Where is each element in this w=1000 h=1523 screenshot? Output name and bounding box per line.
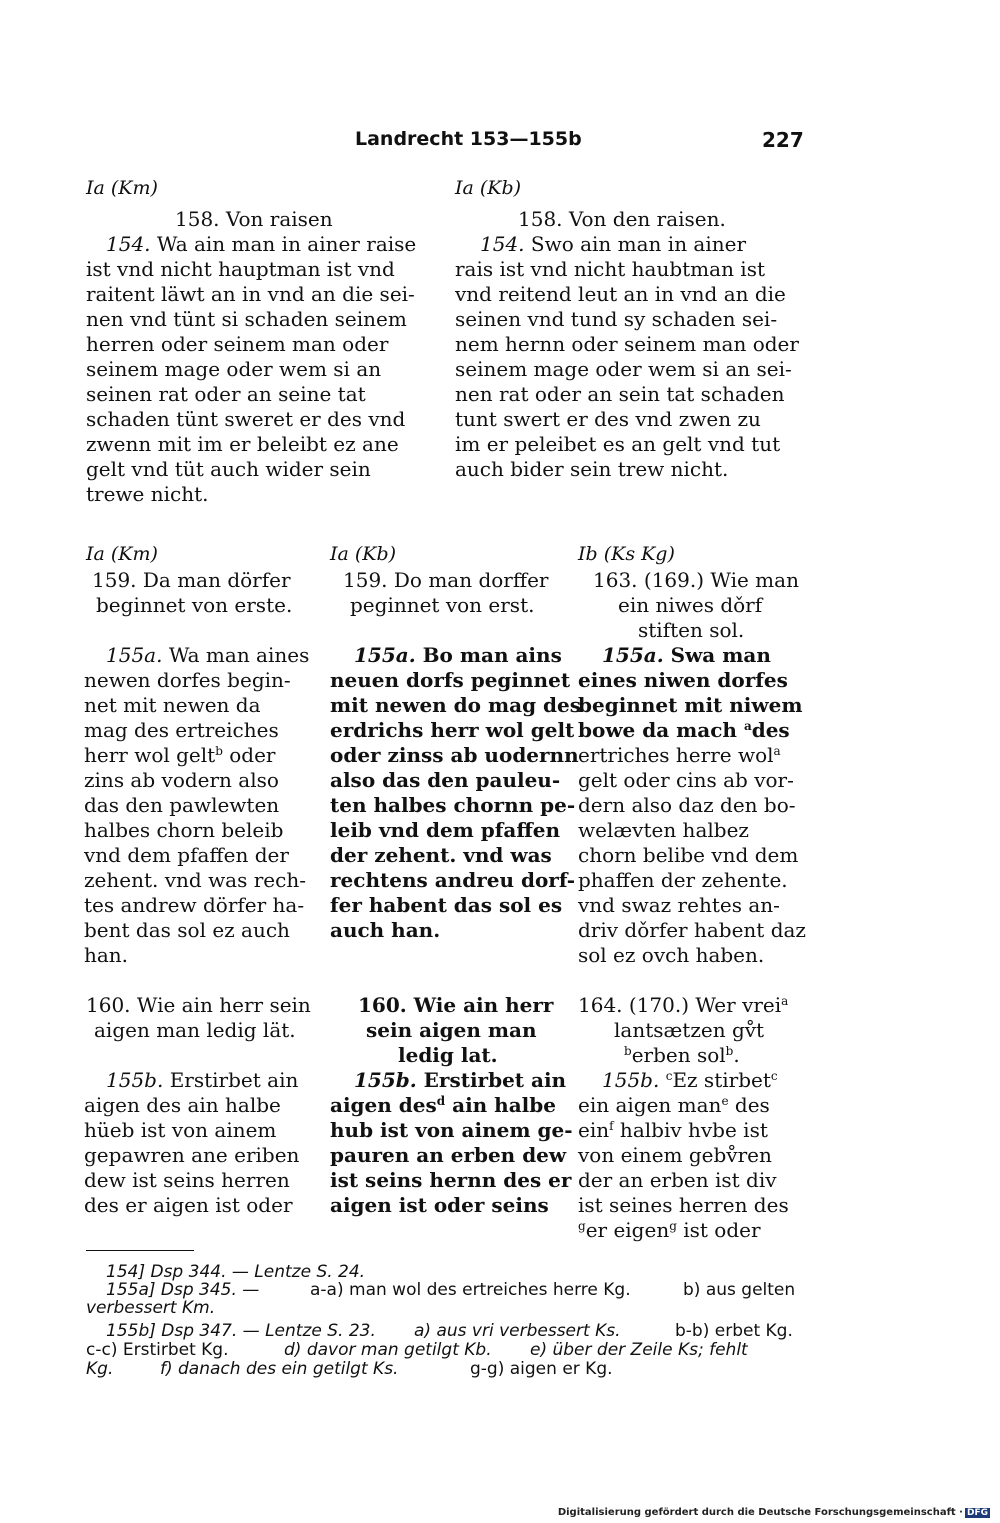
footnote: verbessert Km. [86,1298,216,1318]
article-number: 155a. [602,643,664,667]
text-span: herr wol gelt [84,743,216,767]
paragraph-line: seinem mage oder wem si an [86,357,382,381]
paragraph-line: auch bider sein trew nicht. [455,457,729,481]
paragraph-line: beginnet mit niwem [578,693,803,717]
text-span: 155a] Dsp 345. — [106,1280,260,1300]
text-span: Wa ain man in ainer raise [150,232,417,256]
digitization-credit [558,1507,990,1518]
paragraph-line: ist seines herren des [578,1193,789,1217]
siglum: Ia (Km) [86,177,158,199]
section-title [578,993,788,1018]
paragraph-line: nen rat oder an sein tat schaden [455,382,785,406]
section-title: ein niwes dǒrf [618,593,763,617]
footnote: 154] Dsp 344. — Lentze S. 24. [106,1262,366,1282]
footnote-marker: e [721,1094,729,1108]
paragraph-line: dern also daz den bo- [578,793,796,817]
footnote-marker: b [725,1044,734,1058]
paragraph-line: rais ist vnd nicht haubtman ist [455,257,765,281]
text-span: Swo ain man in ainer [524,232,747,256]
paragraph-line: erdrichs herr wol gelt [330,718,575,742]
paragraph-line: ist vnd nicht hauptman ist vnd [86,257,395,281]
credit-text: Digitalisierung gefördert durch die Deutsche Forschungsgemeinschaft · [557,1507,963,1518]
paragraph-line: raitent läwt an in vnd an die sei- [86,282,415,306]
paragraph-line: zins ab vodern also [84,768,279,792]
paragraph-line: schaden tünt sweret er des vnd [86,407,406,431]
footnote: g-g) aigen er Kg. [470,1359,613,1379]
paragraph-line: bent das sol ez auch [84,918,290,942]
paragraph-line: rechtens andreu dorf- [330,868,576,892]
paragraph-line: oder zinss ab uodernn [330,743,579,767]
text-span: . [733,1043,740,1067]
siglum: Ib (Ks Kg) [578,543,675,565]
paragraph-line: aigen des ain halbe [84,1093,281,1117]
paragraph-line [578,1218,761,1243]
paragraph-line: driv dǒrfer habent daz [578,918,806,942]
paragraph-line: mag des ertreiches [84,718,279,742]
paragraph-line: seinem mage oder wem si an sei- [455,357,792,381]
paragraph-line [354,1068,566,1093]
footnote: 155b] Dsp 347. — Lentze S. 23. [106,1321,376,1341]
footnote-marker: a [743,719,752,733]
text-span: ain halbe [445,1093,556,1117]
paragraph-line: des er aigen ist oder [84,1193,293,1217]
paragraph-line: vnd swaz rehtes an- [578,893,780,917]
footnote: c-c) Erstirbet Kg. [86,1340,229,1360]
paragraph-line: ist seins hernn des er [330,1168,572,1192]
text-span: Erstirbet ain [163,1068,299,1092]
paragraph-line [578,718,790,743]
text-span: Bo man ains [415,643,562,667]
text-span: Erstirbet ain [416,1068,567,1092]
paragraph-line: im er peleibet es an gelt vnd tut [455,432,781,456]
paragraph-line: der an erben ist div [578,1168,777,1192]
article-number: 155b. [602,1068,660,1092]
text-span: ist oder [676,1218,761,1242]
section-title: 160. Wie ain herr [358,993,554,1017]
paragraph-line: mit newen do mag des [330,693,581,717]
footnote: f) danach des ein getilgt Ks. [160,1359,399,1379]
paragraph-line [602,1068,778,1093]
footnote-marker: b [624,1044,632,1058]
paragraph-line: sol ez ovch haben. [578,943,765,967]
section-title: sein aigen man [366,1018,537,1042]
paragraph-line [354,643,562,668]
paragraph-line: gepawren ane eriben [84,1143,300,1167]
text-span: oder [222,743,276,767]
footnote-rule [86,1250,194,1251]
paragraph-line: seinen vnd tund sy schaden sei- [455,307,778,331]
paragraph-line: neuen dorfs peginnet [330,668,571,692]
paragraph-line: pauren an erben dew [330,1143,567,1167]
paragraph-line: fer habent das sol es [330,893,563,917]
paragraph-line [578,743,781,768]
paragraph-line [480,232,746,257]
text-span: halbiv hvbe ist [613,1118,768,1142]
paragraph-line: gelt vnd tüt auch wider sein [86,457,371,481]
footnote-marker: g [578,1219,586,1233]
paragraph-line: hüeb ist von ainem [84,1118,277,1142]
paragraph-line: chorn belibe vnd dem [578,843,799,867]
footnote-marker: g [669,1219,677,1233]
section-title: lantsætzen gv̊t [614,1018,765,1042]
paragraph-line: dew ist seins herren [84,1168,290,1192]
section-title: 158. Von raisen [175,207,333,231]
section-title: stiften sol. [638,618,745,642]
text-span: ein [578,1118,610,1142]
paragraph-line: herren oder seinem man oder [86,332,389,356]
siglum: Ia (Kb) [330,543,397,565]
text-span: Wa man aines [162,643,310,667]
article-number: 155a. [106,643,163,667]
paragraph-line [106,232,416,257]
paragraph-line: vnd reitend leut an in vnd an die [455,282,786,306]
paragraph-line [602,643,771,668]
text-span: ein aigen man [578,1093,722,1117]
paragraph-line: hub ist von ainem ge- [330,1118,573,1142]
paragraph-line: also das den pauleu- [330,768,561,792]
footnote: b-b) erbet Kg. [675,1321,793,1341]
section-title: peginnet von erst. [350,593,535,617]
paragraph-line: leib vnd dem pfaffen [330,818,561,842]
paragraph-line: das den pawlewten [84,793,280,817]
section-title [624,1043,740,1068]
paragraph-line: seinen rat oder an seine tat [86,382,366,406]
running-title: Landrecht 153—155b [355,128,582,150]
section-title: 160. Wie ain herr sein [86,993,311,1017]
paragraph-line [106,1068,298,1093]
footnote: e) über der Zeile Ks; fehlt [530,1340,748,1360]
footnote-marker: c [770,1069,778,1083]
paragraph-line: nen vnd tünt si schaden seinem [86,307,407,331]
text-span: Ez stirbet [672,1068,771,1092]
article-number: 154. [106,232,151,256]
footnote: b) aus gelten [683,1280,796,1300]
paragraph-line [106,643,309,668]
footnote: d) davor man getilgt Kb. [284,1340,492,1360]
paragraph-line: halbes chorn beleib [84,818,284,842]
paragraph-line: zehent. vnd was rech- [84,868,306,892]
section-title: 159. Do man dorffer [343,568,549,592]
text-span: aigen des [330,1093,437,1117]
section-title: aigen man ledig lät. [94,1018,296,1042]
paragraph-line: newen dorfes begin- [84,668,291,692]
section-title: 159. Da man dörfer [92,568,291,592]
paragraph-line [330,1093,556,1118]
paragraph-line: auch han. [330,918,441,942]
footnote: a) aus vri verbessert Ks. [414,1321,621,1341]
footnote-marker: a [773,744,781,758]
siglum: Ia (Km) [86,543,158,565]
paragraph-line: tunt swert er des vnd zwen zu [455,407,761,431]
footnote: a-a) man wol des ertreiches herre Kg. [310,1280,631,1300]
text-span: erben sol [631,1043,726,1067]
paragraph-line: zwenn mit im er beleibt ez ane [86,432,399,456]
paragraph-line: net mit newen da [84,693,261,717]
paragraph-line: eines niwen dorfes [578,668,788,692]
footnote-marker: d [436,1094,446,1108]
paragraph-line: tes andrew dörfer ha- [84,893,305,917]
text-span: Swa man [663,643,771,667]
text-span: 164. (170.) Wer vrei [578,993,782,1017]
section-title: ledig lat. [398,1043,498,1067]
paragraph-line: han. [84,943,129,967]
paragraph-line: gelt oder cins ab vor- [578,768,794,792]
article-number: 154. [480,232,525,256]
text-span: des [728,1093,770,1117]
footnote-marker: b [215,744,223,758]
article-number: 155b. [106,1068,164,1092]
dfg-logo: DFG [966,1508,988,1518]
paragraph-line: aigen ist oder seins [330,1193,549,1217]
text-span: des [751,718,790,742]
footnote: Kg. [86,1359,114,1379]
paragraph-line: der zehent. vnd was [330,843,552,867]
article-number: 155a. [354,643,416,667]
text-span: bowe da mach [578,718,744,742]
footnote-marker: a [781,994,789,1008]
paragraph-line [578,1118,768,1143]
paragraph-line: von einem gebv̊ren [578,1143,772,1167]
footnote-marker: f [609,1119,614,1133]
section-title: beginnet von erste. [96,593,293,617]
text-span: er eigen [585,1218,670,1242]
article-number: 155b. [354,1068,417,1092]
paragraph-line: phaffen der zehente. [578,868,788,892]
section-title: 163. (169.) Wie man [593,568,799,592]
paragraph-line: ten halbes chornn pe- [330,793,576,817]
paragraph-line: nem hernn oder seinem man oder [455,332,799,356]
section-title: 158. Von den raisen. [518,207,726,231]
paragraph-line: welævten halbez [578,818,749,842]
paragraph-line [84,743,275,768]
page-number: 227 [762,128,804,152]
footnote-marker: c [665,1069,673,1083]
siglum: Ia (Kb) [455,177,522,199]
paragraph-line [578,1093,770,1118]
paragraph-line: trewe nicht. [86,482,209,506]
paragraph-line: vnd dem pfaffen der [84,843,289,867]
text-span: ertriches herre wol [578,743,774,767]
